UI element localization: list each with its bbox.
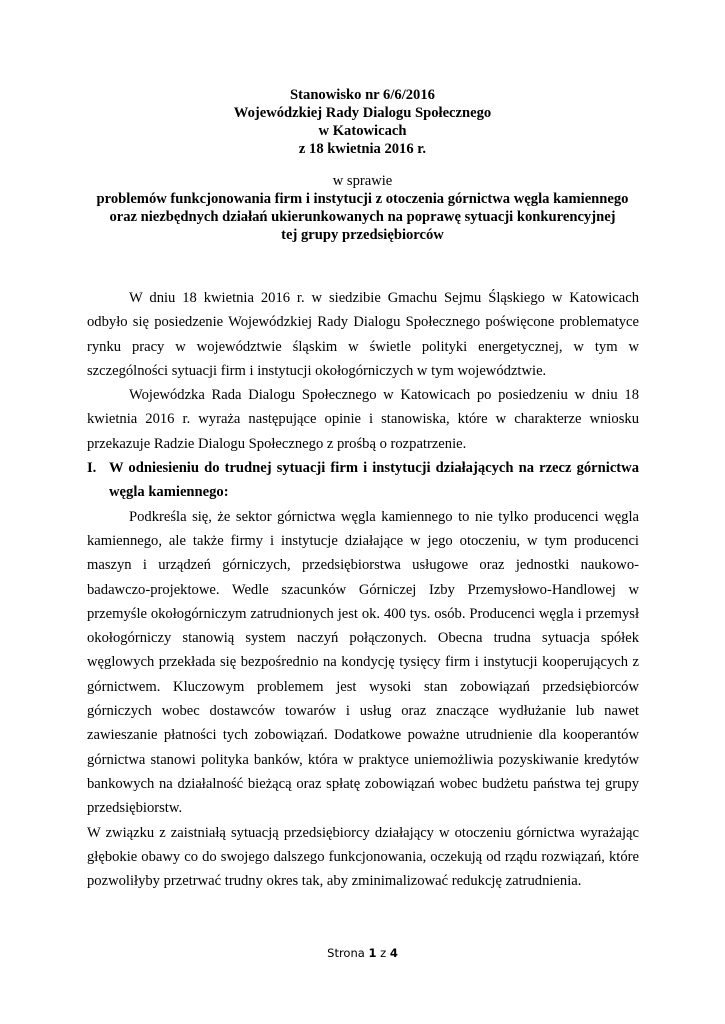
footer-current-page: 1 [368,946,377,960]
section-number: I. [87,460,97,477]
subject-line-2: oraz niezbędnych działań ukierunkowanych na poprawę sytuacji konkurencyjnej [109,209,616,225]
footer-separator: z [380,946,387,960]
page-footer [0,946,725,960]
subject-line-3: tej grupy przedsiębiorców [281,227,444,243]
paragraph-3: Podkreśla się, że sektor górnictwa węgla kamiennego to nie tylko producenci węgla kamiennego, ale także firmy i instytucje działające w jego otoczeniu, w tym producenci maszyn i urządzeń górniczych, przedsiębiorstwa usługowe oraz jednostki naukowo-badawczo-projektowe. Wedle szacunków Górniczej Izby Przemysłowo-Handlowej w przemyśle okołogórniczym zatrudnionych jest ok. 400 tys. osób. Producenci węgla i przemysł okołogórniczy stanowią system naczyń połączonych. Obecna trudna sytuacja spółek węglowych przekłada się bezpośrednio na kondycję tysięcy firm i instytucji kooperujących z górnictwem. Kluczowym problemem jest wysoki stan zobowiązań przedsiębiorców górniczych wobec dostawców towarów i usług oraz znaczące wydłużanie lub nawet zawieszanie płatności tych zobowiązań. Dodatkowe poważne utrudnienie dla kooperantów górnictwa stanowi polityka banków, która w praktyce uniemożliwia pozyskiwanie kredytów bankowych na działalność bieżącą oraz spłatę zobowiązań wobec budżetu państwa tej grupy przedsiębiorstw. [87,508,639,817]
subject-block [80,190,645,244]
title-line-4: z 18 kwietnia 2016 r. [298,141,427,157]
title-line-3: w Katowicach [318,123,407,139]
section-heading-text: W odniesieniu do trudnej sytuacji firm i instytucji działających na rzecz górnictwa węgla kamiennego: [109,460,639,501]
title-line-1: Stanowisko nr 6/6/2016 [290,87,435,103]
subject-intro: w sprawie [332,173,393,189]
paragraph-4: W związku z zaistniałą sytuacją przedsiębiorcy działający w otoczeniu górnictwa wyrażając głębokie obawy co do swojego dalszego funkcjonowania, oczekują od rządu rozwiązań, które pozwoliłyby przetrwać trudny okres tak, aby zminimalizować redukcję zatrudnienia. [87,824,639,890]
document-body [87,286,639,893]
subject-line-1: problemów funkcjonowania firm i instytucji z otoczenia górnictwa węgla kamiennego [96,191,629,207]
section-heading [87,456,639,505]
paragraph-2: Wojewódzka Rada Dialogu Społecznego w Katowicach po posiedzeniu w dniu 18 kwietnia 2016 r. wyraża następujące opinie i stanowiska, które w charakterze wniosku przekazuje Radzie Dialogu Społecznego z prośbą o rozpatrzenie. [87,387,639,452]
paragraph-1: W dniu 18 kwietnia 2016 r. w siedzibie Gmachu Sejmu Śląskiego w Katowicach odbyło się posiedzenie Wojewódzkiej Rady Dialogu Społecznego poświęcone problematyce rynku pracy w województwie śląskim w świetle polityki energetycznej, w tym w szczególności sytuacji firm i instytucji okołogórniczych w tym województwie. [87,290,639,379]
title-line-2: Wojewódzkiej Rady Dialogu Społecznego [233,105,492,121]
footer-total-pages: 4 [389,946,398,960]
document-title [80,86,645,158]
footer-label: Strona [327,946,365,960]
